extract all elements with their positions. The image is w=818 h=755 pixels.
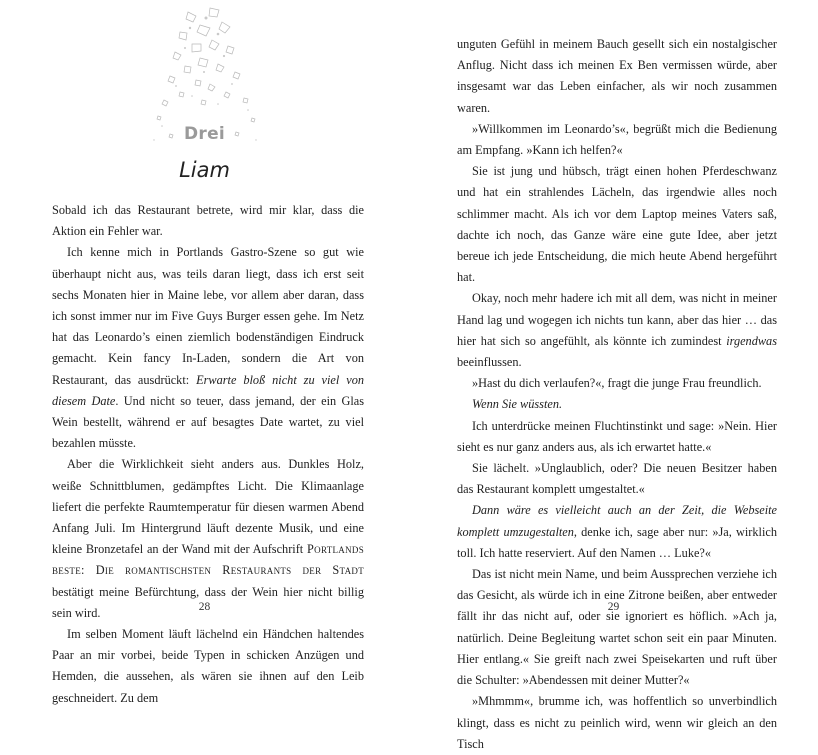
text-segment: , denke ich, sage aber nur: »Ja, wirklich toll. Ich hatte reserviert. Auf den Namen … Luke?« xyxy=(457,524,777,560)
paragraph xyxy=(457,500,777,564)
italic-text: Erwarte bloß nicht zu viel von diesem Date xyxy=(52,372,364,408)
small-caps-text: Portlands beste: Die romantischsten Restaurants der Stadt xyxy=(52,542,364,578)
text-segment: Sie ist jung und hübsch, trägt einen hohen Pferdeschwanz und hat ein strahlendes Lächeln, das irgendwie alles noch schlimmer macht. Als ich vor dem Laptop meines Vaters saß, dachte ich noch, das Ganze wäre eine gute Idee, aber jetzt bereue ich jede Entscheidung, die mich heute Abend hergeführt hat. xyxy=(457,164,777,285)
right-page xyxy=(409,0,818,751)
text-segment: »Hast du dich verlaufen?«, fragt die junge Frau freundlich. xyxy=(472,376,762,391)
text-segment: Ich unterdrücke meinen Fluchtinstinkt und sage: »Nein. Hier sieht es nur ganz anders aus, als ich erwartet hatte.« xyxy=(457,418,777,454)
italic-text: Wenn Sie wüssten. xyxy=(472,397,563,412)
right-page-text xyxy=(457,34,777,755)
text-segment: »Willkommen im Leonardo’s«, begrüßt mich die Bedienung am Empfang. »Kann ich helfen?« xyxy=(457,121,777,158)
text-segment: Sie lächelt. »Unglaublich, oder? Die neuen Besitzer haben das Restaurant komplett umgestaltet.« xyxy=(457,461,777,497)
paragraph xyxy=(457,564,777,691)
paragraph xyxy=(457,416,777,458)
text-segment: beeinflussen. xyxy=(457,355,522,370)
italic-text: Dann wäre es vielleicht auch an der Zeit, die Webseite komplett umzugestalten xyxy=(457,503,777,539)
paragraph xyxy=(457,691,777,755)
text-segment: »Mhmmm«, brumme ich, was hoffentlich so unverbindlich klingt, dass es nicht zu peinlich wird, wenn wir gleich an den Tisch xyxy=(457,694,777,751)
paragraph xyxy=(457,394,777,415)
paragraph xyxy=(457,373,777,394)
text-segment: . Und nicht so teuer, dass jemand, der ein Glas Wein bestellt, während er auf besagtes Date wartet, zu viel bezahlen müsste. xyxy=(52,393,365,451)
text-segment: Sobald ich das Restaurant betrete, wird mir klar, dass die Aktion ein Fehler war. xyxy=(52,203,364,239)
paragraph xyxy=(52,242,364,454)
paragraph xyxy=(52,454,364,624)
chapter-title: Liam xyxy=(179,158,230,182)
chapter-number: Drei xyxy=(183,124,226,144)
text-segment: Okay, noch mehr hadere ich mit all dem, was nicht in meiner Hand lag und wogegen ich nichts tun kann, aber das hier … das hier hat sich so angefühlt, als könnte ich zumindest xyxy=(457,291,777,348)
text-segment: Aber die Wirklichkeit sieht anders aus. Dunkles Holz, weiße Schnittblumen, gedämpftes Licht. Die Klimaanlage liefert die perfekte Raumtemperatur für diesen warmen Abend Anfang Juli. Im Hintergrund läuft dezente Musik, und eine kleine Bronzetafel an der Wand mit der Aufschrift xyxy=(52,457,364,557)
text-segment: Das ist nicht mein Name, und beim Aussprechen verziehe ich das Gesicht, als würde ich in eine Zitrone beißen, aber entweder fällt ihr das nicht auf, oder sie ignoriert es höflich. »Ach ja, natürlich. Deine Begleitung wartet schon seit ein paar Minuten. Hier entlang.« Sie greift nach zwei Speisekarten und ruft über die Schulter: »Abendessen mit deiner Mutter?« xyxy=(457,567,777,688)
text-segment: Im selben Moment läuft lächelnd ein Händchen haltendes Paar an mir vorbei, beide Typen in schicken Anzügen und Hemden, die aussehen, als wären sie ihnen auf den Leib geschneidert. Zu dem xyxy=(52,627,364,705)
text-segment: bestätigt meine Befürchtung, dass der Wein hier nicht billig sein wird. xyxy=(52,584,364,620)
paragraph xyxy=(52,624,364,709)
paragraph xyxy=(457,34,777,119)
left-page xyxy=(0,0,409,705)
paragraph xyxy=(457,288,777,373)
page-number-left: 28 xyxy=(198,601,211,613)
paragraph xyxy=(457,458,777,500)
italic-text: irgendwas xyxy=(726,333,777,348)
paragraph xyxy=(52,200,364,242)
page-number-right: 29 xyxy=(607,601,620,613)
text-segment: unguten Gefühl in meinem Bauch gesellt sich ein nostalgischer Anflug. Nicht dass ich meinen Ex Ben vermissen würde, aber insgesamt war das Leben einfacher, als wir noch zusammen waren. xyxy=(457,37,777,115)
paragraph xyxy=(457,161,777,288)
left-page-text xyxy=(52,200,364,709)
paragraph xyxy=(457,119,777,161)
text-segment: Ich kenne mich in Portlands Gastro-Szene so gut wie überhaupt nicht aus, was teils daran liegt, dass ich erst seit sechs Monaten hier in Maine lebe, vor allem aber daran, dass ich sonst immer nur im Five Guys Burger essen gehe. Im Netz hat das Leonardo’s einen ziemlich bodenständigen Eindruck gemacht. Kein fancy In-Laden, sondern die Art von Restaurant, das ausdrückt: xyxy=(52,245,364,387)
